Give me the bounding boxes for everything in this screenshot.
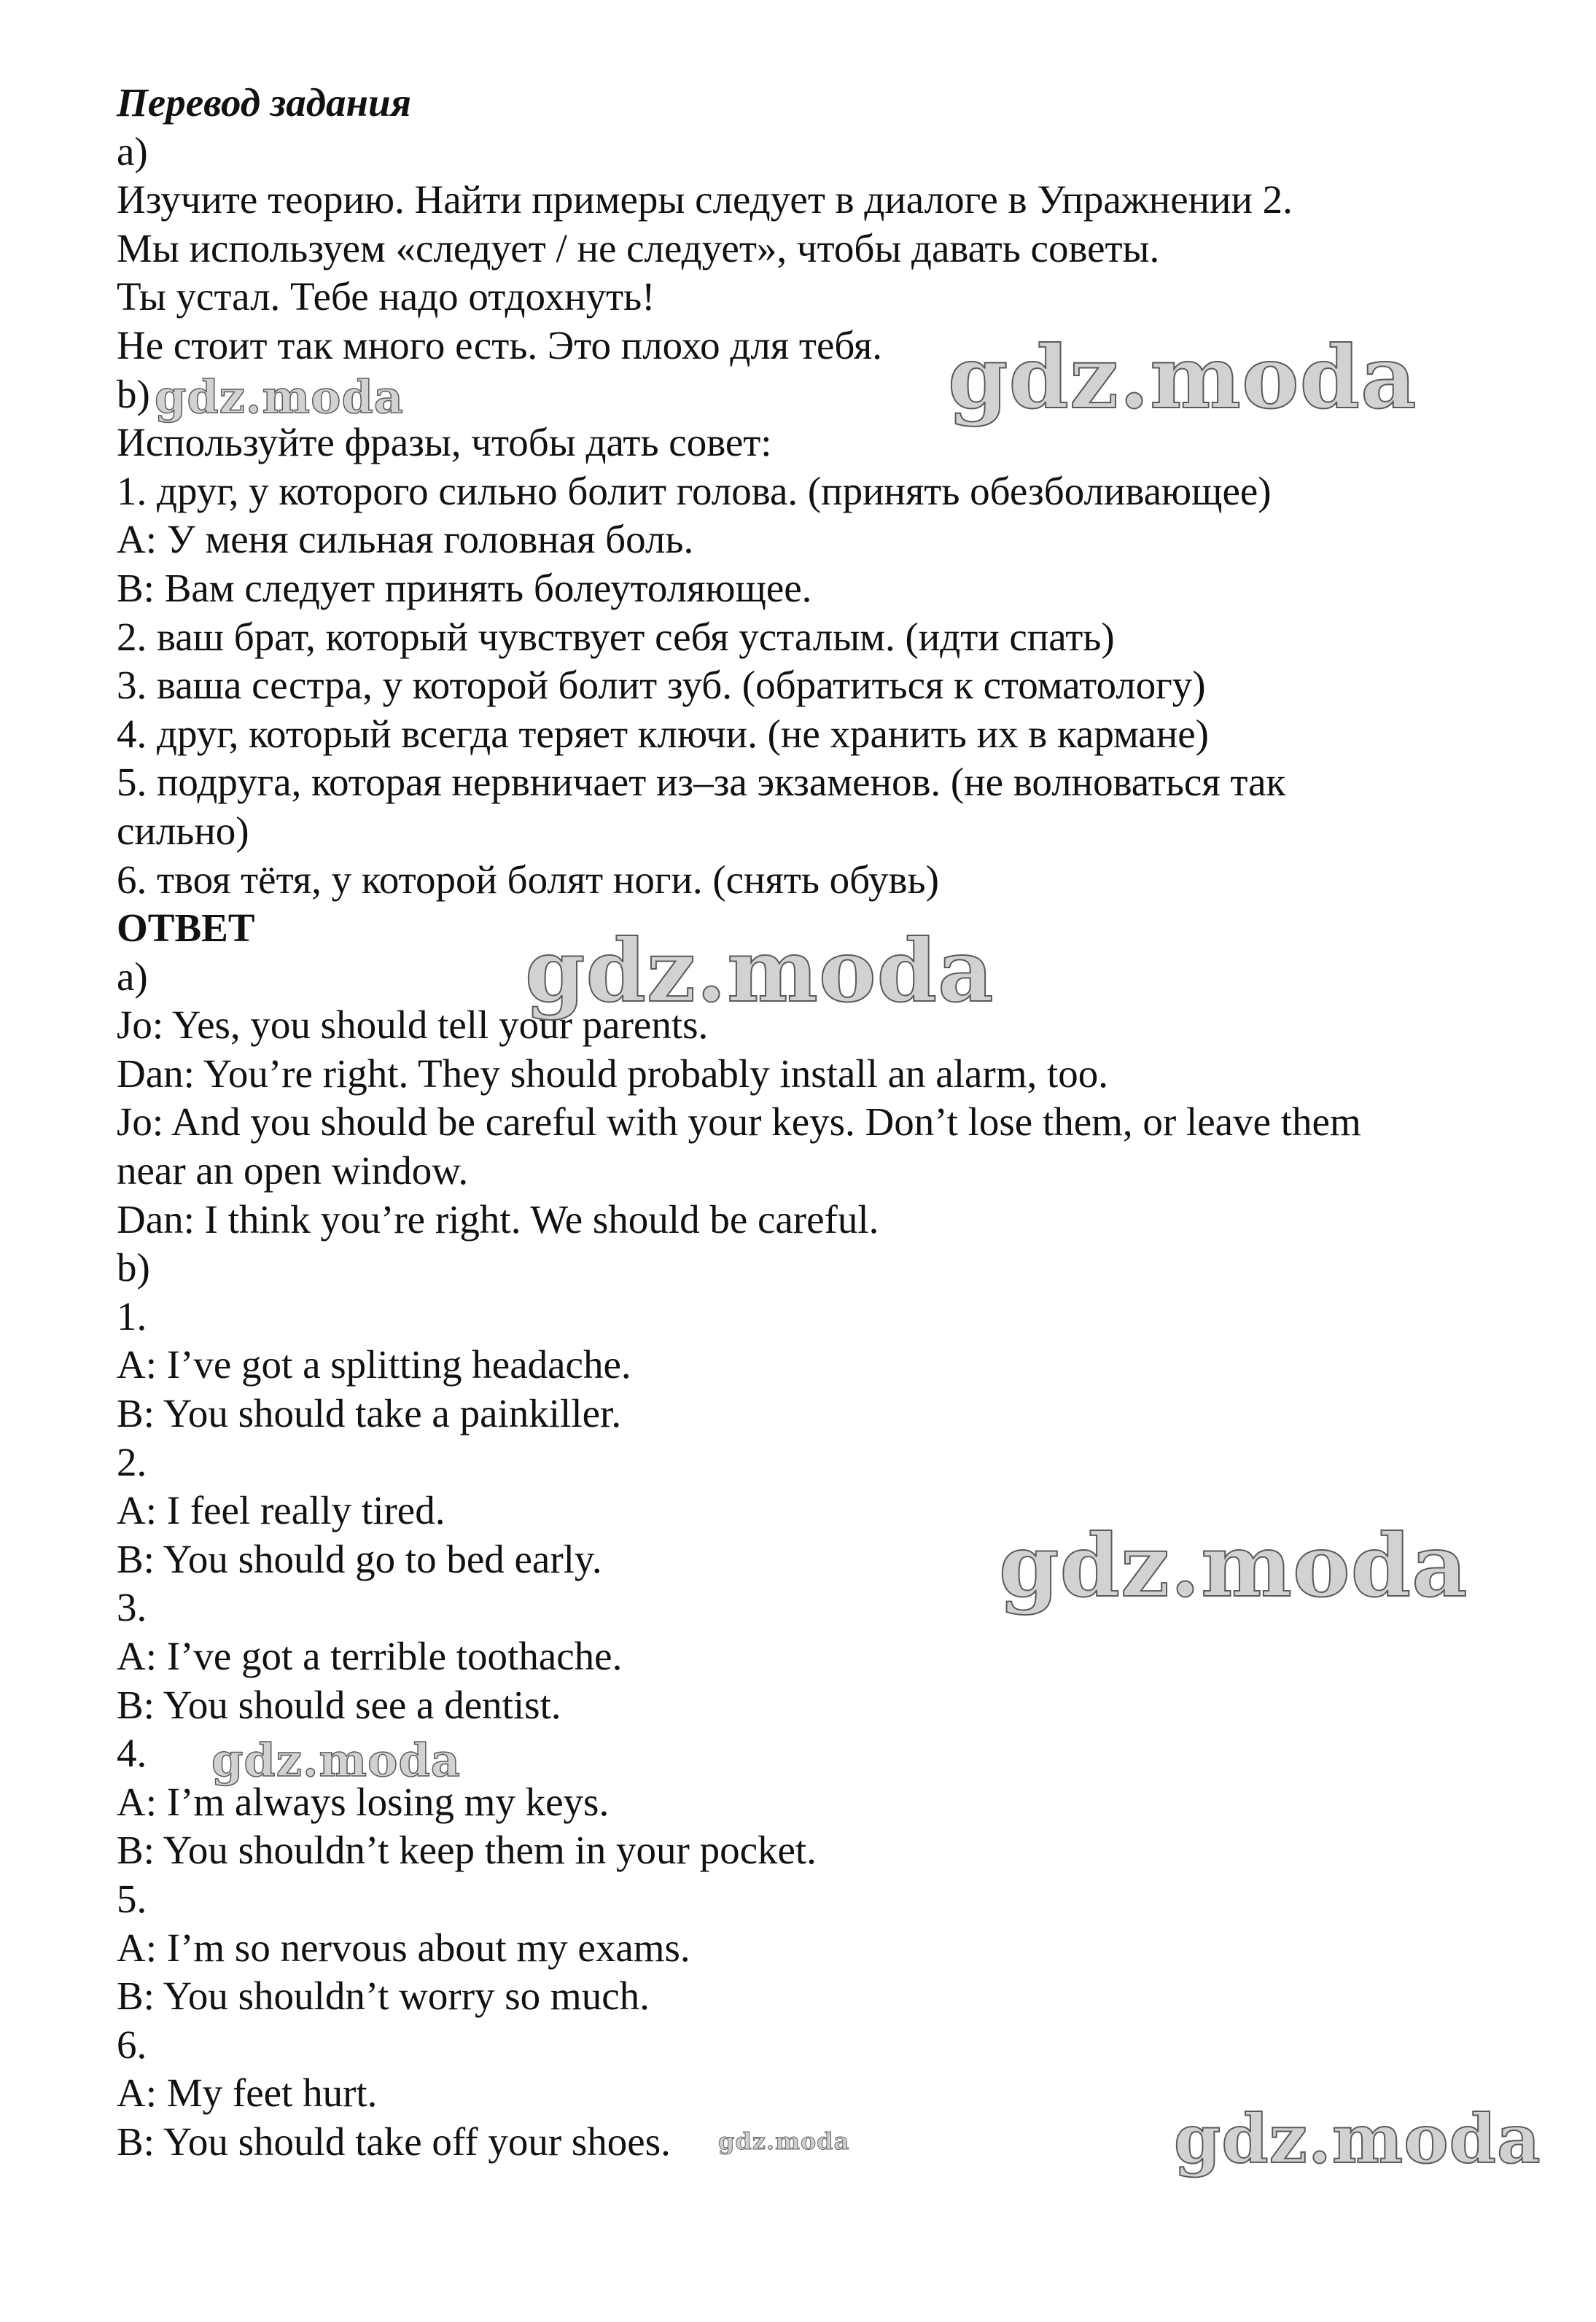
text-line: B: Вам следует принять болеутоляющее. xyxy=(117,565,812,610)
text-line: 4. xyxy=(117,1731,147,1776)
watermark: gdz.moda xyxy=(211,1734,461,1787)
text-line: 6. твоя тётя, у которой болят ноги. (снять обувь) xyxy=(117,857,939,902)
text-line: Jo: And you should be careful with your keys. Don’t lose them, or leave them xyxy=(117,1099,1361,1145)
watermark: gdz.moda xyxy=(155,370,404,424)
text-line: a) xyxy=(117,128,148,174)
text-line: B: You should take off your shoes. xyxy=(117,2119,671,2164)
text-line: 1. xyxy=(117,1293,147,1339)
text-line: B: You should take a painkiller. xyxy=(117,1391,622,1436)
text-line: A: My feet hurt. xyxy=(117,2070,378,2116)
text-line: 4. друг, который всегда теряет ключи. (не хранить их в кармане) xyxy=(117,711,1209,756)
text-line: 3. xyxy=(117,1585,147,1630)
text-line: near an open window. xyxy=(117,1148,469,1193)
watermark: gdz.moda xyxy=(1174,2100,1541,2178)
text-line: 2. ваш брат, который чувствует себя усталым. (идти спать) xyxy=(117,614,1115,659)
watermark: gdz.moda xyxy=(525,920,994,1021)
watermark: gdz.moda xyxy=(948,327,1417,428)
text-line: 6. xyxy=(117,2022,147,2067)
text-line: B: You should see a dentist. xyxy=(117,1682,561,1727)
text-line: 3. ваша сестра, у которой болит зуб. (обратиться к стоматологу) xyxy=(117,663,1206,708)
text-line: Изучите теорию. Найти примеры следует в диалоге в Упражнении 2. xyxy=(117,177,1293,222)
text-line: A: I’ve got a terrible toothache. xyxy=(117,1634,623,1678)
page-title: Перевод задания xyxy=(117,80,411,125)
section-heading: ОТВЕТ xyxy=(117,905,255,951)
text-line: B: You shouldn’t keep them in your pocket. xyxy=(117,1828,817,1873)
text-line: 2. xyxy=(117,1439,147,1484)
text-line: a) xyxy=(117,954,148,999)
text-line: A: I’m so nervous about my exams. xyxy=(117,1925,690,1970)
text-line: Не стоит так много есть. Это плохо для тебя. xyxy=(117,322,883,367)
watermark: gdz.moda xyxy=(718,2127,850,2155)
text-line: B: You should go to bed early. xyxy=(117,1536,602,1581)
text-line: A: I’ve got a splitting headache. xyxy=(117,1342,631,1387)
text-line: Dan: You’re right. They should probably install an alarm, too. xyxy=(117,1051,1109,1096)
text-line: Используйте фразы, чтобы дать совет: xyxy=(117,420,772,465)
text-line: 5. подруга, которая нервничает из–за экзаменов. (не волноваться так xyxy=(117,760,1286,805)
text-line: 1. друг, у которого сильно болит голова. (принять обезболивающее) xyxy=(117,468,1272,513)
text-line: Ты устал. Тебе надо отдохнуть! xyxy=(117,274,655,319)
text-line: Мы используем «следует / не следует», чтобы давать советы. xyxy=(117,225,1160,270)
text-line: A: У меня сильная головная боль. xyxy=(117,517,694,562)
document-body xyxy=(117,79,1517,2167)
text-line: Jo: Yes, you should tell your parents. xyxy=(117,1002,709,1048)
text-line: b) xyxy=(117,371,150,416)
text-line: A: I’m always losing my keys. xyxy=(117,1779,610,1824)
text-line: A: I feel really tired. xyxy=(117,1488,445,1533)
text-line: b) xyxy=(117,1245,150,1290)
text-line: сильно) xyxy=(117,808,249,853)
text-line: Dan: I think you’re right. We should be careful. xyxy=(117,1196,879,1242)
text-line: 5. xyxy=(117,1876,147,1921)
text-line: B: You shouldn’t worry so much. xyxy=(117,1974,650,2019)
watermark: gdz.moda xyxy=(999,1515,1468,1616)
